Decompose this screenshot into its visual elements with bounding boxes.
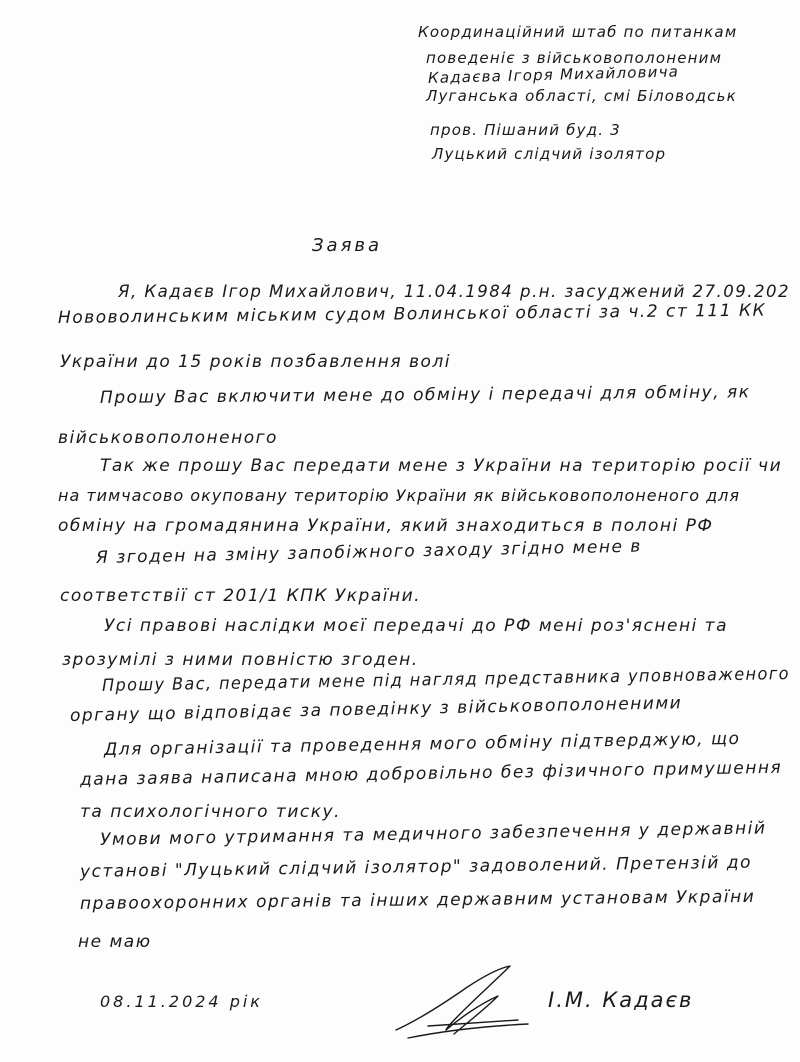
body-line: Для організації та проведення мого обміну підтверджую, що xyxy=(103,728,741,760)
body-line: дана заява написана мною добровільно без фізичного примушення xyxy=(79,757,783,790)
body-line: соответствії ст 201/1 КПК України. xyxy=(60,586,422,606)
body-line: Прошу Вас, передати мене під нагляд представника уповноваженого xyxy=(101,663,791,696)
body-line: військовополоненого xyxy=(58,428,278,448)
body-line: Я, Кадаєв Ігор Михайлович, 11.04.1984 р.н. засуджений 27.09.202 xyxy=(118,282,790,302)
addressee-line: поведеніє з військовополоненим xyxy=(426,49,723,67)
body-line: Усі правові наслідки моєї передачі до РФ мені роз'яснені та xyxy=(104,616,728,636)
body-line: Так же прошу Вас передати мене з України на територію росії чи xyxy=(100,456,783,476)
addressee-line: Координаційний штаб по питанкам xyxy=(418,23,738,41)
body-line: Я згоден на зміну запобіжного заходу згідно мене в xyxy=(95,536,643,568)
body-line: Умови мого утримання та медичного забезпечення у державній xyxy=(99,818,767,850)
body-line: обміну на громадянина України, який знаходиться в полоні РФ xyxy=(58,516,714,536)
addressee-line: пров. Пішаний буд. 3 xyxy=(430,121,621,139)
signature-name: І.М. Кадаєв xyxy=(548,988,694,1012)
body-line: Прошу Вас включити мене до обміну і передачі для обміну, як xyxy=(99,382,751,408)
body-line: не маю xyxy=(78,932,152,952)
body-line: та психологічного тиску. xyxy=(80,802,341,822)
body-line: правоохоронних органів та інших державним установам України xyxy=(79,886,756,914)
handwritten-signature-icon xyxy=(388,960,538,1050)
addressee-line: Луцький слідчий ізолятор xyxy=(432,145,667,163)
addressee-line: Луганська області, смі Біловодськ xyxy=(426,87,737,105)
body-line: України до 15 років позбавлення волі xyxy=(60,352,451,372)
addressee-line: Кадаєва Ігоря Михайловича xyxy=(427,62,680,87)
body-line: зрозумілі з ними повністю згоден. xyxy=(62,650,419,670)
body-line: установі "Луцький слідчий ізолятор" задоволений. Претензій до xyxy=(79,852,753,882)
statement-date: 08.11.2024 рік xyxy=(100,992,263,1011)
body-line: органу що відповідає за поведінку з військовополоненими xyxy=(69,693,683,726)
document-title: Заява xyxy=(312,235,383,256)
body-line: Нововолинським міським судом Волинської області за ч.2 ст 111 КК xyxy=(57,300,767,328)
body-line: на тимчасово окуповану територію України як військовополоненого для xyxy=(58,486,741,505)
